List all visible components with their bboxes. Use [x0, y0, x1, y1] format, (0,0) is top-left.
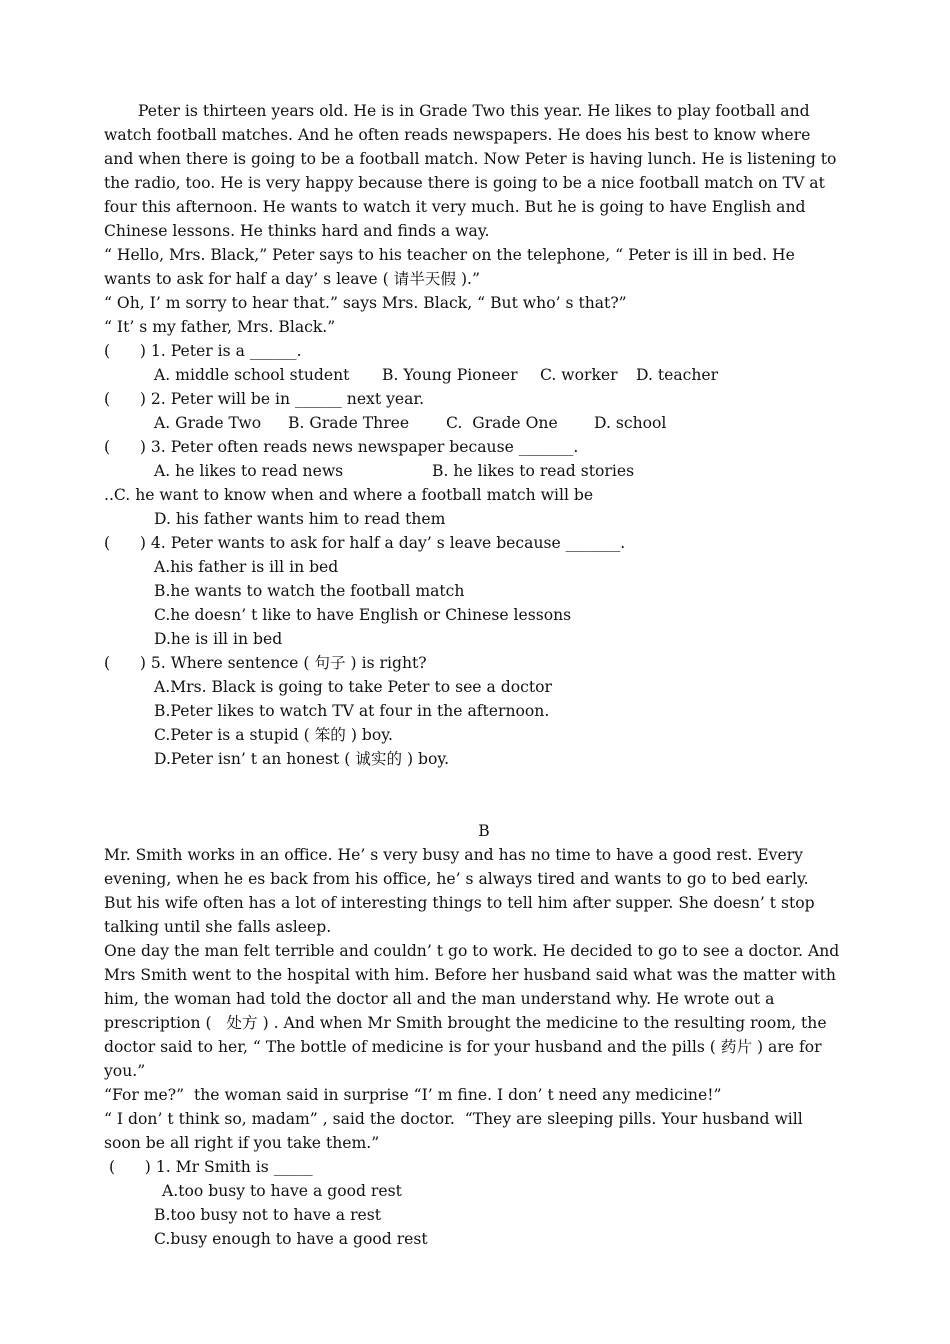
- question-options: [104, 363, 864, 387]
- questions-a: [104, 339, 864, 771]
- passage-line: watch football matches. And he often reads newspapers. He does his best to know where: [104, 126, 811, 144]
- question-options: [104, 411, 864, 435]
- passage-line: the radio, too. He is very happy because there is going to be a nice football match on TV at: [104, 174, 825, 192]
- question-stem: ( ) 4. Peter wants to ask for half a day’ s leave because _______.: [104, 534, 626, 552]
- option-a: A.his father is ill in bed: [154, 558, 339, 576]
- option-b: B. Young Pioneer: [382, 366, 518, 384]
- question-stem: ( ) 5. Where sentence ( 句子 ) is right?: [104, 654, 427, 672]
- option-a: A. he likes to read news: [154, 462, 344, 480]
- passage-line: soon be all right if you take them.”: [104, 1134, 380, 1152]
- passage-line: evening, when he es back from his office, he’ s always tired and wants to go to bed early.: [104, 870, 809, 888]
- option-b: B.Peter likes to watch TV at four in the afternoon.: [154, 702, 550, 720]
- passage-line: prescription ( 处方 ) . And when Mr Smith brought the medicine to the resulting room, the: [104, 1014, 827, 1032]
- option-a: A. middle school student: [154, 366, 350, 384]
- passage-line: you.”: [104, 1062, 146, 1080]
- passage-line: Peter is thirteen years old. He is in Grade Two this year. He likes to play football and: [138, 102, 810, 120]
- passage-line: Mr. Smith works in an office. He’ s very busy and has no time to have a good rest. Every: [104, 846, 803, 864]
- passage-line: “ I don’ t think so, madam” , said the doctor. “They are sleeping pills. Your husband will: [104, 1110, 803, 1128]
- option-c: C.busy enough to have a good rest: [154, 1230, 428, 1248]
- option-a: A.too busy to have a good rest: [162, 1182, 402, 1200]
- question-stem: ( ) 1. Mr Smith is _____: [104, 1158, 313, 1176]
- passage-line: “For me?” the woman said in surprise “I’ m fine. I don’ t need any medicine!”: [104, 1086, 722, 1104]
- question-stem: ( ) 1. Peter is a ______.: [104, 342, 302, 360]
- question-stem: ( ) 2. Peter will be in ______ next year.: [104, 390, 425, 408]
- option-c: ..C. he want to know when and where a football match will be: [104, 486, 594, 504]
- option-d: D. teacher: [636, 366, 719, 384]
- passage-line: “ Oh, I’ m sorry to hear that.” says Mrs. Black, “ But who’ s that?”: [104, 294, 627, 312]
- option-a: A.Mrs. Black is going to take Peter to see a doctor: [154, 678, 552, 696]
- option-b: B.he wants to watch the football match: [154, 582, 465, 600]
- passage-line: “ It’ s my father, Mrs. Black.”: [104, 318, 336, 336]
- passage-line: doctor said to her, “ The bottle of medicine is for your husband and the pills ( 药片 ) are for: [104, 1038, 822, 1056]
- section-spacer: [104, 771, 864, 819]
- option-b: B. Grade Three: [288, 414, 410, 432]
- question-options: [104, 459, 864, 483]
- option-b: B. he likes to read stories: [432, 462, 635, 480]
- option-c: C.Peter is a stupid ( 笨的 ) boy.: [154, 726, 393, 744]
- option-c: C. worker: [540, 366, 618, 384]
- passage-a: [104, 99, 864, 339]
- option-a: A. Grade Two: [154, 414, 262, 432]
- passage-line: But his wife often has a lot of interesting things to tell him after supper. She doesn’ t stop: [104, 894, 815, 912]
- option-c: C.he doesn’ t like to have English or Chinese lessons: [154, 606, 572, 624]
- option-b: B.too busy not to have a rest: [154, 1206, 382, 1224]
- passage-line: One day the man felt terrible and couldn’ t go to work. He decided to go to see a doctor. And: [104, 942, 840, 960]
- option-c: C. Grade One: [446, 414, 558, 432]
- passage-line: Mrs Smith went to the hospital with him. Before her husband said what was the matter with: [104, 966, 836, 984]
- passage-line: “ Hello, Mrs. Black,” Peter says to his teacher on the telephone, “ Peter is ill in bed. He: [104, 246, 795, 264]
- option-d: D. school: [594, 414, 667, 432]
- document-page: [104, 99, 864, 1251]
- option-d: D. his father wants him to read them: [154, 510, 446, 528]
- passage-line: wants to ask for half a day’ s leave ( 请半天假 ).”: [104, 270, 480, 288]
- passage-line: talking until she falls asleep.: [104, 918, 332, 936]
- passage-line: four this afternoon. He wants to watch it very much. But he is going to have English and: [104, 198, 806, 216]
- section-b: [104, 819, 864, 1251]
- option-d: D.he is ill in bed: [154, 630, 283, 648]
- option-d: D.Peter isn’ t an honest ( 诚实的 ) boy.: [154, 750, 450, 768]
- question-stem: ( ) 3. Peter often reads news newspaper because _______.: [104, 438, 579, 456]
- section-heading: B: [478, 822, 490, 840]
- passage-line: him, the woman had told the doctor all and the man understand why. He wrote out a: [104, 990, 775, 1008]
- passage-line: Chinese lessons. He thinks hard and finds a way.: [104, 222, 490, 240]
- passage-line: and when there is going to be a football match. Now Peter is having lunch. He is listening to: [104, 150, 837, 168]
